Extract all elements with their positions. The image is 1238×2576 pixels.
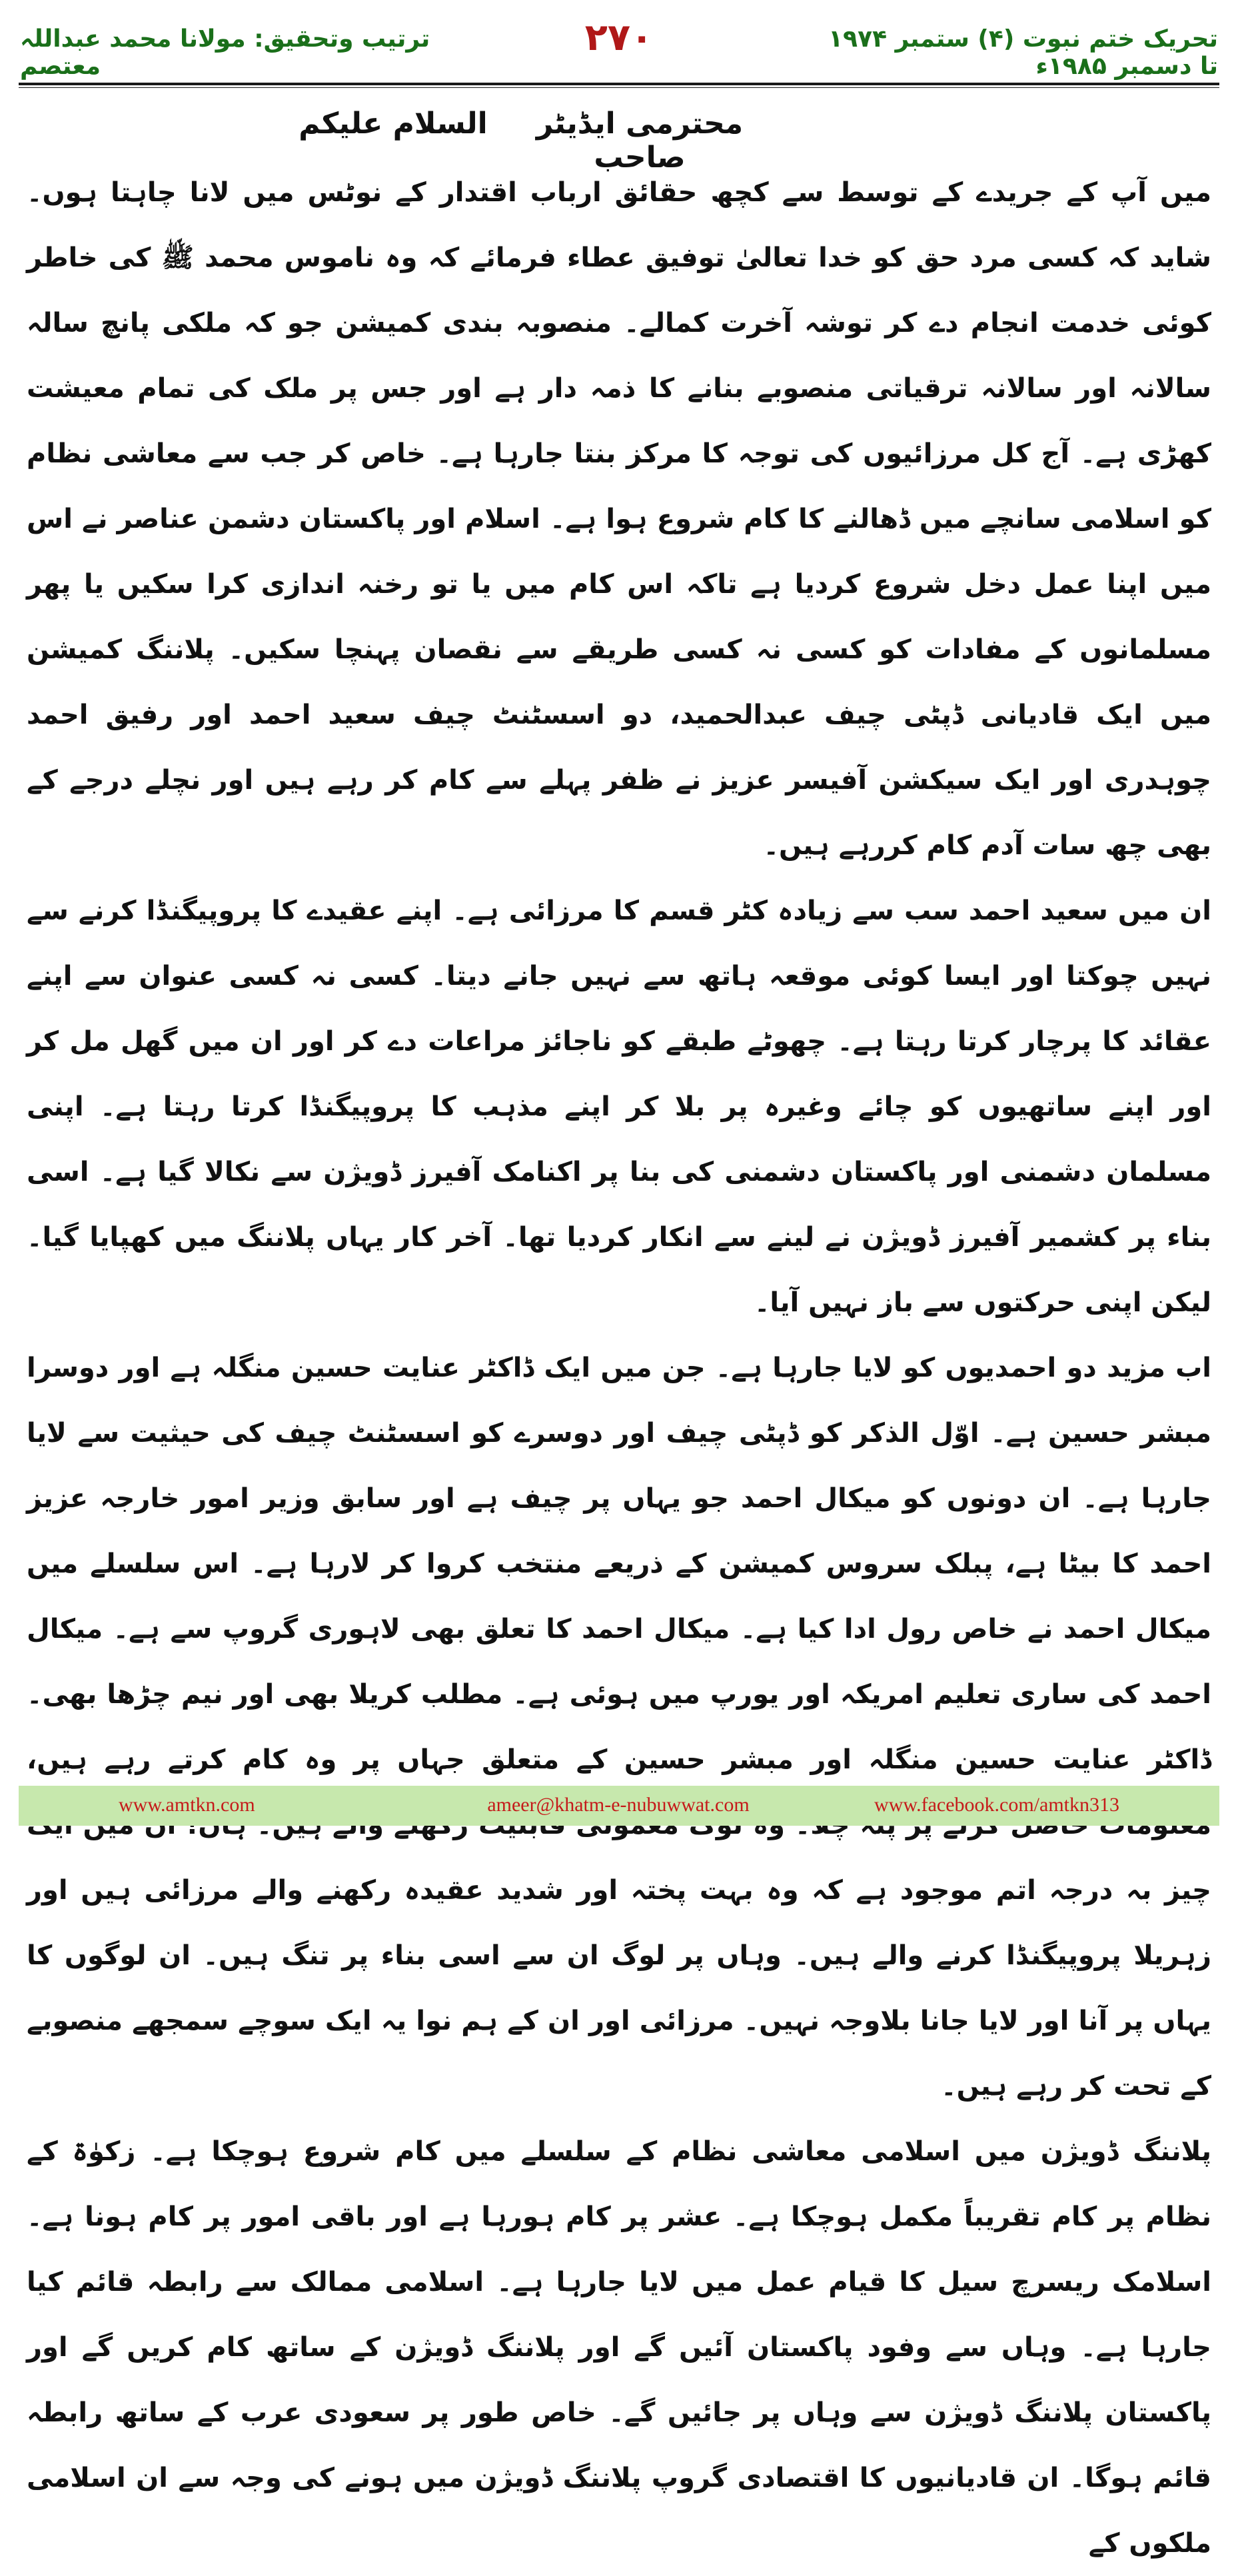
letter-body xyxy=(27,160,1211,2576)
header-divider-thin xyxy=(19,87,1219,88)
salam: السلام علیکم xyxy=(299,107,488,141)
compiler-credit: ترتیب وتحقیق: مولانا محمد عبداللہ معتصم xyxy=(20,25,430,80)
page-footer xyxy=(19,1786,1219,1826)
header-divider xyxy=(19,83,1219,85)
facebook-link[interactable]: www.facebook.com/amtkn313 xyxy=(874,1794,1119,1816)
paragraph: اب مزید دو احمدیوں کو لایا جارہا ہے۔ جن میں ایک ڈاکٹر عنایت حسین منگلہ ہے اور دوسرا مبشر حسین ہے۔ اوّل الذکر کو ڈپٹی چیف اور دوسرے کو اسسٹنٹ چیف کی حیثیت سے لایا جارہا ہے۔ ان دونوں کو میکال احمد جو یہاں پر چیف ہے اور سابق وزیر امور خارجہ عزیز احمد کا بیٹا ہے، پبلک سروس کمیشن کے ذریعے منتخب کروا کر لارہا ہے۔ اس سلسلے میں میکال احمد نے خاص رول ادا کیا ہے۔ میکال احمد کا تعلق بھی لاہوری گروپ سے ہے۔ میکال احمد کی ساری تعلیم امریکہ اور یورپ میں ہوئی ہے۔ مطلب کریلا بھی اور نیم چڑھا بھی۔ ڈاکٹر عنایت حسین منگلہ اور مبشر حسین کے متعلق جہاں پر وہ کام کرتے رہے ہیں، چیز بہ درجہ اتم موجود ہے کہ وہ بہت پختہ اور شدید عقیدہ رکھنے والے مرزائی ہیں اور زہریلا پروپیگنڈا کرنے والے ہیں۔ وہاں پر لوگ ان سے اسی بناء پر تنگ ہیں۔ ان لوگوں کا یہاں پر آنا اور لایا جانا بلاوجہ نہیں۔ مرزائی اور ان کے ہم نوا یہ ایک سوچے سمجھے منصوبے کے تحت کر رہے ہیں۔ xyxy=(27,1353,1211,2102)
paragraph: میں آپ کے جریدے کے توسط سے کچھ حقائق ارباب اقتدار کے نوٹس میں لانا چاہتا ہوں۔ شاید کہ کسی مرد حق کو خدا تعالیٰ توفیق عطاء فرمائے کہ وہ ناموس محمد ﷺ کی خاطر کوئی خدمت انجام دے کر توشہ آخرت کمالے۔ منصوبہ بندی کمیشن جو کہ ملکی پانچ سالہ سالانہ اور سالانہ ترقیاتی منصوبے بنانے کا ذمہ دار ہے اور جس پر ملک کی تمام معیشت کھڑی ہے۔ آج کل مرزائیوں کی توجہ کا مرکز بنتا جارہا ہے۔ خاص کر جب سے معاشی نظام کو اسلامی سانچے میں ڈھالنے کا کام شروع ہوا ہے۔ اسلام اور پاکستان دشمن عناصر نے اس میں اپنا عمل دخل شروع کردیا ہے تاکہ اس کام میں یا تو رخنہ اندازی کرا سکیں یا پھر مسلمانوں کے مفادات کو کسی نہ کسی طریقے سے نقصان پہنچا سکیں۔ پلاننگ کمیشن میں ایک قادیانی ڈپٹی چیف عبدالحمید، دو اسسٹنٹ چیف سعید احمد اور رفیق احمد چوہدری اور ایک سیکشن آفیسر عزیز نے ظفر پہلے سے کام کر رہے ہیں اور نچلے درجے کے بھی چھ سات آدم کام کررہے ہیں۔ xyxy=(27,177,1211,861)
paragraph: ان میں سعید احمد سب سے زیادہ کٹر قسم کا مرزائی ہے۔ اپنے عقیدے کا پروپیگنڈا کرنے سے نہیں چوکتا اور ایسا کوئی موقعہ ہاتھ سے نہیں جانے دیتا۔ کسی نہ کسی عنوان سے اپنے عقائد کا پرچار کرتا رہتا ہے۔ چھوٹے طبقے کو ناجائز مراعات دے کر اور ان میں گھل مل کر اور اپنے ساتھیوں کو چائے وغیرہ پر بلا کر اپنے مذہب کا پروپیگنڈا کرتا رہتا ہے۔ اپنی مسلمان دشمنی اور پاکستان دشمنی کی بنا پر اکنامک آفیرز ڈویژن سے نکالا گیا ہے۔ اسی بناء پر کشمیر آفیرز ڈویژن نے لینے سے انکار کردیا تھا۔ آخر کار یہاں پلاننگ میں کھپایا گیا۔ لیکن اپنی حرکتوں سے باز نہیں آیا۔ xyxy=(27,896,1211,1318)
salutation: محترمی ایڈیٹر صاحب xyxy=(536,107,744,175)
book-title: تحریک ختم نبوت (۴) ستمبر ۱۹۷۴ تا دسمبر ۱۹۸۵ء xyxy=(828,25,1218,80)
paragraph: پلاننگ ڈویژن میں اسلامی معاشی نظام کے سلسلے میں کام شروع ہوچکا ہے۔ زکوٰۃ کے نظام پر کام تقریباً مکمل ہوچکا ہے۔ عشر پر کام ہورہا ہے اور باقی امور پر کام ہونا ہے۔ اسلامک ریسرچ سیل کا قیام عمل میں لایا جارہا ہے۔ اسلامی ممالک سے رابطہ قائم کیا جارہا ہے۔ وہاں سے وفود پاکستان آئیں گے اور پلاننگ ڈویژن کے ساتھ کام کریں گے اور پاکستان پلاننگ ڈویژن سے وہاں پر جائیں گے۔ خاص طور پر سعودی عرب کے ساتھ رابطہ قائم ہوگا۔ ان قادیانیوں کا اقتصادی گروپ پلاننگ ڈویژن میں ہونے کی وجہ سے ان اسلامی ملکوں کے xyxy=(27,2136,1211,2559)
page-number: ۲۷۰ xyxy=(584,16,654,59)
email-link[interactable]: ameer@khatm-e-nubuwwat.com xyxy=(487,1794,750,1816)
page-header xyxy=(0,0,1238,100)
website-link[interactable]: www.amtkn.com xyxy=(119,1794,255,1816)
letter-greeting xyxy=(0,107,1238,175)
